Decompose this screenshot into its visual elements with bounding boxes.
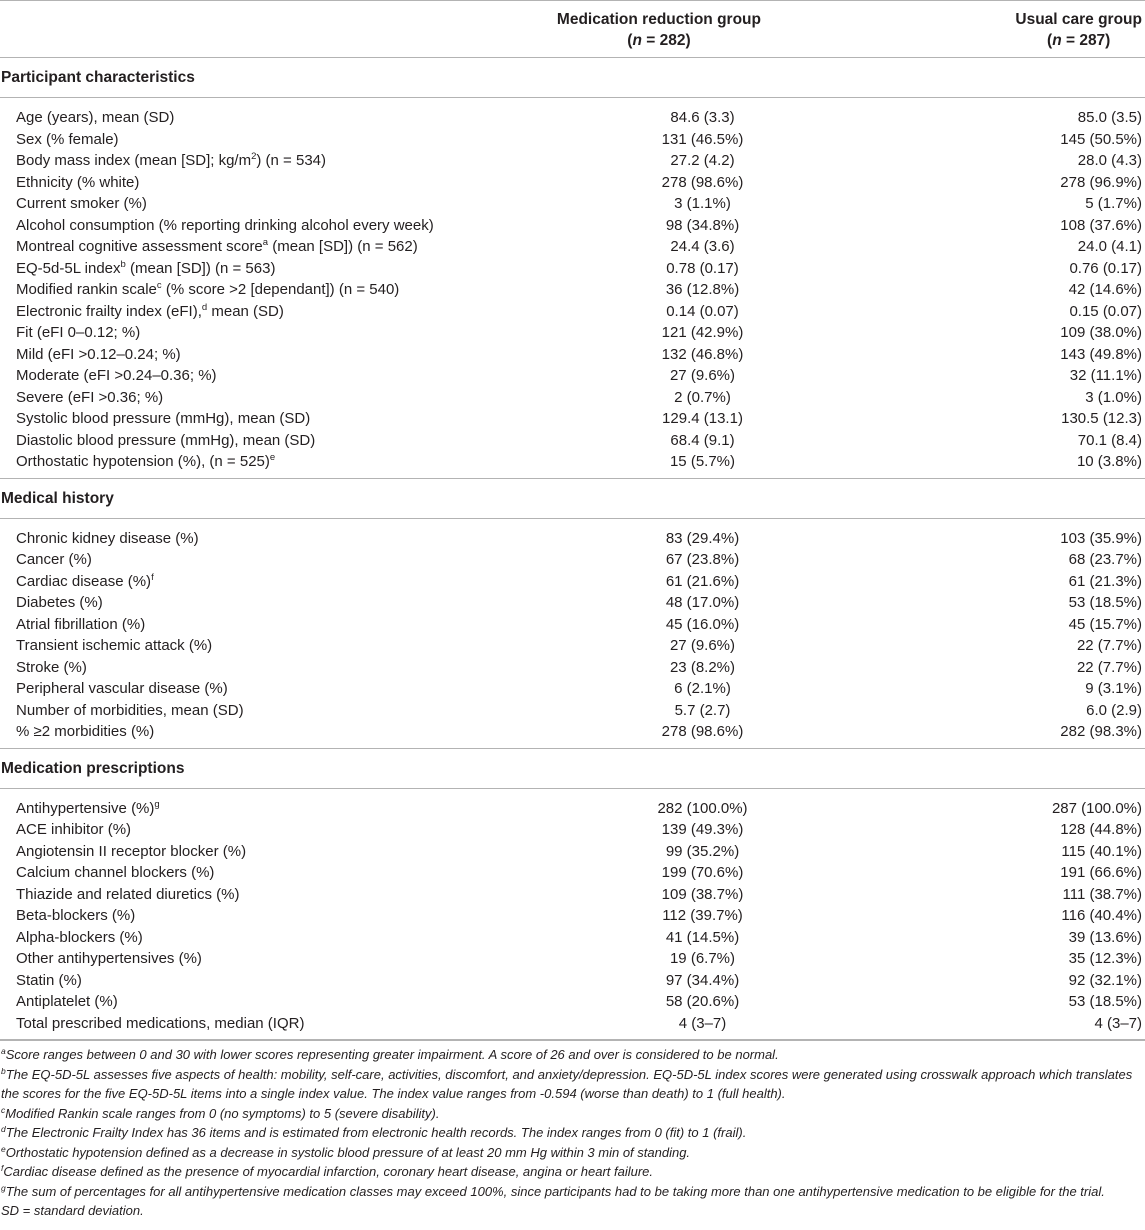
table-row	[0, 129, 1145, 151]
medication-reduction-value: 61 (21.6%)	[665, 572, 740, 590]
row-label	[0, 819, 455, 841]
row-label	[0, 862, 455, 884]
footnote-mark: f	[1, 1163, 4, 1173]
table-row	[0, 884, 1145, 906]
header-medication-reduction-group	[455, 1, 855, 58]
usual-care-value: 70.1 (8.4)	[1077, 431, 1142, 449]
row-label	[0, 236, 455, 258]
table-row	[0, 279, 1145, 301]
medication-reduction-value: 6 (2.1%)	[674, 680, 731, 697]
footnote-text: Modified Rankin scale ranges from 0 (no symptoms) to 5 (severe disability).	[5, 1105, 440, 1121]
footnote	[1, 1143, 1145, 1163]
footnote-mark: g	[1, 1182, 6, 1193]
row-label	[0, 408, 455, 430]
footnote-marker: e	[269, 452, 276, 463]
medication-reduction-value: 27 (9.6%)	[669, 367, 736, 384]
usual-care-value: 6.0 (2.9)	[1086, 701, 1142, 719]
row-label	[0, 451, 455, 478]
section-header-row	[0, 478, 1145, 518]
table-row	[0, 1013, 1145, 1040]
row-label-text: Diabetes (%)	[16, 594, 103, 611]
group-b-n-prefix: (	[1047, 32, 1053, 49]
row-label-text: Number of morbidities, mean (SD)	[16, 701, 244, 719]
group-b-n-symbol: n	[1052, 32, 1062, 49]
row-label	[0, 172, 455, 194]
table-row	[0, 571, 1145, 593]
header-usual-care-group	[855, 1, 1145, 58]
table-row	[0, 215, 1145, 237]
table-row	[0, 862, 1145, 884]
row-label-text: Beta-blockers (%)	[16, 907, 136, 924]
footnote	[1, 1182, 1145, 1202]
row-label	[0, 571, 455, 593]
row-label-text: Sex (% female)	[16, 130, 119, 148]
table-row	[0, 991, 1145, 1013]
table-row	[0, 970, 1145, 992]
medication-reduction-value: 139 (49.3%)	[661, 821, 744, 838]
row-label-text: Atrial fibrillation (%)	[16, 615, 146, 633]
table-row	[0, 236, 1145, 258]
medication-reduction-value: 129.4 (13.1)	[662, 410, 743, 427]
row-label	[0, 365, 455, 387]
medication-reduction-value: 131 (46.5%)	[661, 130, 744, 148]
group-a-n-suffix: = 282)	[641, 32, 691, 49]
row-label	[0, 1013, 455, 1040]
footnote-marker: a	[262, 237, 269, 248]
table-row	[0, 193, 1145, 215]
footnote-text: SD = standard deviation.	[1, 1203, 144, 1218]
row-label-suffix: (% score >2 [dependant]) (n = 540)	[161, 281, 400, 298]
medication-reduction-value: 0.78 (0.17)	[666, 259, 739, 277]
table-row	[0, 451, 1145, 478]
row-label-text: Calcium channel blockers (%)	[16, 864, 215, 881]
table-row	[0, 98, 1145, 129]
group-a-n	[557, 30, 761, 51]
medication-reduction-value: 67 (23.8%)	[665, 551, 740, 568]
table-row	[0, 549, 1145, 571]
medication-reduction-value: 109 (38.7%)	[661, 885, 744, 903]
usual-care-value: 5 (1.7%)	[1085, 195, 1142, 212]
medication-reduction-value: 132 (46.8%)	[661, 345, 744, 363]
table-row	[0, 387, 1145, 409]
footnote-text: Orthostatic hypotension defined as a decrease in systolic blood pressure of at least 20 mm Hg within 3 min of standing.	[5, 1144, 691, 1160]
usual-care-value: 143 (49.8%)	[1060, 345, 1142, 363]
footnote-text: Cardiac disease defined as the presence of myocardial infarction, coronary heart disease, angina or heart failure.	[3, 1164, 654, 1179]
row-label-suffix: (mean [SD]) (n = 563)	[125, 259, 276, 277]
row-label	[0, 215, 455, 237]
footnote-mark: d	[1, 1124, 6, 1134]
section-title: Medication prescriptions	[0, 748, 1145, 788]
row-label-text: Statin (%)	[16, 971, 82, 989]
table-row	[0, 788, 1145, 819]
row-label	[0, 788, 455, 819]
group-a-name: Medication reduction group	[556, 11, 761, 28]
usual-care-value: 4 (3–7)	[855, 1013, 1145, 1040]
row-label-suffix: ) (n = 534)	[256, 152, 327, 169]
usual-care-value: 282 (98.3%)	[855, 721, 1145, 748]
table-row	[0, 408, 1145, 430]
usual-care-value: 22 (7.7%)	[1076, 637, 1142, 654]
row-label-text: Moderate (eFI >0.24–0.36; %)	[16, 367, 217, 384]
row-label	[0, 98, 455, 129]
row-label-text: Peripheral vascular disease (%)	[16, 680, 228, 697]
usual-care-value: 42 (14.6%)	[1068, 281, 1142, 298]
medication-reduction-value: 0.14 (0.07)	[666, 302, 739, 320]
medication-reduction-value: 3 (1.1%)	[674, 195, 731, 212]
row-label-text: Alpha-blockers (%)	[16, 928, 143, 946]
usual-care-value: 3 (1.0%)	[1085, 388, 1142, 406]
row-label	[0, 841, 455, 863]
usual-care-value: 130.5 (12.3)	[1061, 410, 1142, 427]
row-label	[0, 678, 455, 700]
usual-care-value: 109 (38.0%)	[1060, 324, 1142, 341]
usual-care-value: 85.0 (3.5)	[1077, 109, 1142, 126]
footnote-marker: f	[151, 571, 154, 583]
row-label-text: Modified rankin scale	[16, 281, 157, 298]
row-label-text: Stroke (%)	[16, 658, 87, 676]
footnote	[1, 1123, 1145, 1143]
row-label	[0, 905, 455, 927]
medication-reduction-value: 36 (12.8%)	[665, 281, 740, 298]
table-row	[0, 150, 1145, 172]
usual-care-value: 35 (12.3%)	[1068, 950, 1142, 967]
medication-reduction-value: 121 (42.9%)	[661, 324, 744, 341]
section-title: Participant characteristics	[0, 58, 1145, 98]
section-title: Medical history	[0, 478, 1145, 518]
row-label-text: Transient ischemic attack (%)	[16, 637, 213, 654]
row-label	[0, 614, 455, 636]
usual-care-value: 145 (50.5%)	[1060, 130, 1142, 148]
usual-care-value: 10 (3.8%)	[855, 451, 1145, 478]
table-row	[0, 614, 1145, 636]
table-body	[0, 58, 1145, 1040]
table-row	[0, 948, 1145, 970]
table-header-row	[0, 1, 1145, 58]
table-row	[0, 518, 1145, 549]
row-label	[0, 322, 455, 344]
row-label	[0, 301, 455, 323]
medication-reduction-value: 2 (0.7%)	[674, 388, 731, 406]
row-label-text: Total prescribed medications, median (IQR)	[16, 1014, 305, 1032]
row-label-text: EQ-5d-5L index	[16, 259, 121, 277]
footnote-mark: e	[1, 1143, 6, 1154]
usual-care-value: 111 (38.7%)	[1062, 885, 1142, 903]
usual-care-value: 45 (15.7%)	[1068, 615, 1142, 633]
row-label-text: Severe (eFI >0.36; %)	[16, 388, 164, 406]
usual-care-value: 116 (40.4%)	[1061, 907, 1142, 924]
table-row	[0, 430, 1145, 452]
footnote-marker: d	[201, 301, 208, 313]
table-row	[0, 700, 1145, 722]
row-label-text: Body mass index (mean [SD]; kg/m	[16, 152, 252, 169]
table-row	[0, 172, 1145, 194]
medication-reduction-value: 98 (34.8%)	[665, 216, 740, 234]
row-label	[0, 721, 455, 748]
footnote	[1, 1065, 1145, 1104]
table-row	[0, 927, 1145, 949]
row-label-text: Cancer (%)	[16, 551, 92, 568]
medication-reduction-value: 58 (20.6%)	[665, 993, 740, 1010]
usual-care-value: 61 (21.3%)	[1068, 572, 1142, 590]
row-label-text: Thiazide and related diuretics (%)	[16, 885, 240, 903]
footnote	[1, 1162, 1145, 1182]
row-label-text: Antiplatelet (%)	[16, 993, 118, 1010]
group-a-n-prefix: (	[627, 32, 633, 49]
row-label-text: Current smoker (%)	[16, 195, 147, 212]
usual-care-value: 22 (7.7%)	[1076, 658, 1142, 676]
medication-reduction-value: 27 (9.6%)	[669, 637, 736, 654]
usual-care-value: 9 (3.1%)	[1085, 680, 1142, 697]
row-label	[0, 970, 455, 992]
table-row	[0, 819, 1145, 841]
row-label	[0, 193, 455, 215]
row-label	[0, 150, 455, 172]
usual-care-value: 103 (35.9%)	[1060, 529, 1142, 547]
usual-care-value: 32 (11.1%)	[1069, 367, 1142, 384]
medication-reduction-value: 4 (3–7)	[455, 1013, 855, 1040]
row-label	[0, 518, 455, 549]
row-label-text: Systolic blood pressure (mmHg), mean (SD)	[16, 410, 311, 427]
row-label-text: Ethnicity (% white)	[16, 173, 140, 191]
medication-reduction-value: 278 (98.6%)	[661, 173, 744, 191]
table-row	[0, 635, 1145, 657]
medication-reduction-value: 68.4 (9.1)	[670, 431, 735, 449]
medication-reduction-value: 48 (17.0%)	[665, 594, 740, 611]
table-row	[0, 678, 1145, 700]
table-row	[0, 365, 1145, 387]
usual-care-value: 0.76 (0.17)	[1069, 259, 1142, 277]
usual-care-value: 68 (23.7%)	[1068, 551, 1142, 568]
medication-reduction-value: 97 (34.4%)	[665, 971, 740, 989]
row-label-text: Other antihypertensives (%)	[16, 950, 202, 967]
row-label-text: Montreal cognitive assessment score	[16, 238, 263, 255]
footnote-mark: c	[1, 1104, 6, 1115]
medication-reduction-value: 84.6 (3.3)	[670, 109, 735, 126]
usual-care-value: 108 (37.6%)	[1060, 216, 1142, 234]
row-label	[0, 279, 455, 301]
row-label-text: % ≥2 morbidities (%)	[16, 723, 155, 740]
usual-care-value: 191 (66.6%)	[1060, 864, 1142, 881]
row-label-text: Orthostatic hypotension (%), (n = 525)	[16, 453, 270, 470]
row-label	[0, 258, 455, 280]
medication-reduction-value: 27.2 (4.2)	[670, 152, 735, 169]
medication-reduction-value: 15 (5.7%)	[455, 451, 855, 478]
table-row	[0, 657, 1145, 679]
usual-care-value: 92 (32.1%)	[1068, 971, 1142, 989]
section-header-row	[0, 58, 1145, 98]
table-row	[0, 301, 1145, 323]
usual-care-value: 53 (18.5%)	[1068, 594, 1142, 611]
row-label	[0, 700, 455, 722]
row-label-text: Cardiac disease (%)	[16, 572, 152, 590]
footnote-text: The Electronic Frailty Index has 36 items and is estimated from electronic health records. The index ranges from 0 (fit) to 1 (frail).	[5, 1125, 747, 1140]
medication-reduction-value: 278 (98.6%)	[455, 721, 855, 748]
row-label	[0, 927, 455, 949]
footnote-marker: 2	[251, 151, 257, 162]
row-label-text: Electronic frailty index (eFI),	[16, 302, 202, 320]
row-label	[0, 884, 455, 906]
row-label-suffix: mean (SD)	[207, 302, 284, 320]
footnote-mark: b	[1, 1065, 6, 1076]
row-label-text: Antihypertensive (%)	[16, 799, 155, 817]
medication-reduction-value: 41 (14.5%)	[665, 928, 740, 946]
footnote-marker: g	[154, 798, 160, 810]
row-label	[0, 657, 455, 679]
usual-care-value: 115 (40.1%)	[1061, 842, 1142, 860]
medication-reduction-value: 199 (70.6%)	[661, 864, 744, 881]
footnote-mark: a	[1, 1046, 6, 1056]
row-label	[0, 549, 455, 571]
row-label-text: Angiotensin II receptor blocker (%)	[16, 842, 247, 860]
usual-care-value: 0.15 (0.07)	[1069, 302, 1142, 320]
group-b-n-suffix: = 287)	[1061, 32, 1111, 49]
medication-reduction-value: 99 (35.2%)	[665, 842, 740, 860]
usual-care-value: 24.0 (4.1)	[1077, 238, 1142, 255]
row-label	[0, 344, 455, 366]
medication-reduction-value: 5.7 (2.7)	[674, 701, 731, 719]
footnote	[1, 1201, 1145, 1221]
row-label	[0, 430, 455, 452]
usual-care-value: 39 (13.6%)	[1068, 928, 1142, 946]
footnote	[1, 1104, 1145, 1124]
footnote	[1, 1045, 1145, 1065]
medication-reduction-value: 19 (6.7%)	[669, 950, 736, 967]
footnote-marker: c	[156, 280, 162, 291]
header-label-cell	[0, 1, 455, 58]
medication-reduction-value: 24.4 (3.6)	[670, 238, 735, 255]
row-label-text: ACE inhibitor (%)	[16, 821, 132, 838]
row-label	[0, 592, 455, 614]
medication-reduction-value: 282 (100.0%)	[657, 799, 748, 817]
footnote-text: Score ranges between 0 and 30 with lower scores representing greater impairment. A score of 26 and over is considered to be normal.	[5, 1047, 779, 1062]
usual-care-value: 28.0 (4.3)	[1077, 152, 1142, 169]
usual-care-value: 287 (100.0%)	[1051, 799, 1142, 817]
table-row	[0, 592, 1145, 614]
table-row	[0, 344, 1145, 366]
group-b-n	[1015, 30, 1142, 51]
row-label	[0, 129, 455, 151]
table-row	[0, 322, 1145, 344]
medication-reduction-value: 112 (39.7%)	[662, 907, 743, 924]
row-label-text: Mild (eFI >0.12–0.24; %)	[16, 345, 181, 363]
usual-care-value: 128 (44.8%)	[1060, 821, 1142, 838]
row-label-text: Fit (eFI 0–0.12; %)	[16, 324, 141, 341]
row-label	[0, 387, 455, 409]
footnote-text: The sum of percentages for all antihypertensive medication classes may exceed 100%, since participants had to be taking more than one antihypertensive medication to be eligible for the trial.	[5, 1183, 1105, 1199]
row-label-text: Diastolic blood pressure (mmHg), mean (SD)	[16, 431, 316, 449]
row-label	[0, 948, 455, 970]
medication-reduction-value: 83 (29.4%)	[665, 529, 740, 547]
group-b-name: Usual care group	[1015, 11, 1142, 28]
table-row	[0, 721, 1145, 748]
table-footnotes	[0, 1040, 1145, 1221]
row-label-text: Age (years), mean (SD)	[16, 109, 175, 126]
section-header-row	[0, 748, 1145, 788]
medication-reduction-value: 23 (8.2%)	[669, 658, 736, 676]
footnote-marker: b	[120, 258, 126, 270]
usual-care-value: 53 (18.5%)	[1068, 993, 1142, 1010]
table-row	[0, 905, 1145, 927]
table-row	[0, 841, 1145, 863]
table-row	[0, 258, 1145, 280]
footnote-text: The EQ-5D-5L assesses five aspects of health: mobility, self-care, activities, discomfort, and anxiety/depression. EQ-5D-5L index scores were generated using crosswalk approach which translates the scores for the five EQ-5D-5L items into a single index value. The index value ranges from -0.594 (worse than death) to 1 (full health).	[1, 1066, 1133, 1101]
usual-care-value: 278 (96.9%)	[1060, 173, 1142, 191]
row-label	[0, 635, 455, 657]
row-label-suffix: (mean [SD]) (n = 562)	[268, 238, 418, 255]
row-label-text: Alcohol consumption (% reporting drinking alcohol every week)	[16, 216, 434, 234]
medication-reduction-value: 45 (16.0%)	[665, 615, 740, 633]
row-label	[0, 991, 455, 1013]
row-label-text: Chronic kidney disease (%)	[16, 529, 199, 547]
group-a-n-symbol: n	[632, 32, 642, 49]
